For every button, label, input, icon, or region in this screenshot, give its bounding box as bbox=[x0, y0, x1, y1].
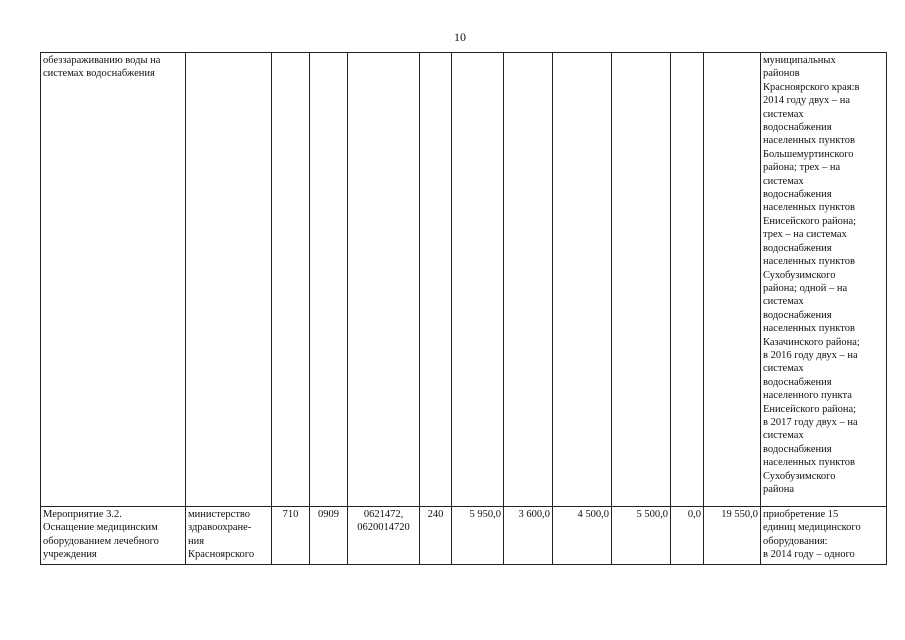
csr-cell: 0621472, 0620014720 bbox=[348, 507, 420, 565]
amount-2017-cell: 5 500,0 bbox=[612, 507, 671, 565]
amount-2015-cell: 3 600,0 bbox=[504, 507, 553, 565]
amount-total-cell bbox=[704, 53, 761, 507]
grbs-cell bbox=[272, 53, 310, 507]
expected-result-cell: муниципальных районов Красноярского края:в 2014 году двух – на системах водоснабжения населенных пунктов Большемуртинского района; трех – на системах водоснабжения населенных пунктов Енисейского района; трех – на системах водоснабжения населенных пунктов Сухобузимского района; одной – на системах водоснабжения населенных пунктов Казачинского района; в 2016 году двух – на системах водоснабжения населенного пункта Енисейского района; в 2017 году двух – на системах водоснабжения населенных пунктов Сухобузимского района bbox=[761, 53, 887, 507]
activity-name-cell: Мероприятие 3.2. Оснащение медицинским оборудованием лечебного учреждения bbox=[41, 507, 186, 565]
executor-cell bbox=[186, 53, 272, 507]
amount-2018-cell bbox=[671, 53, 704, 507]
table-row bbox=[41, 507, 887, 565]
vr-cell bbox=[420, 53, 452, 507]
csr-cell bbox=[348, 53, 420, 507]
amount-2017-cell bbox=[612, 53, 671, 507]
executor-cell: министерство здравоохране- ния Красноярского bbox=[186, 507, 272, 565]
rzpr-cell bbox=[310, 53, 348, 507]
amount-2015-cell bbox=[504, 53, 553, 507]
amount-2014-cell bbox=[452, 53, 504, 507]
expected-result-cell: приобретение 15 единиц медицинского оборудования: в 2014 году – одного bbox=[761, 507, 887, 565]
amount-total-cell: 19 550,0 bbox=[704, 507, 761, 565]
amount-2018-cell: 0,0 bbox=[671, 507, 704, 565]
program-activities-table bbox=[40, 52, 887, 565]
grbs-cell: 710 bbox=[272, 507, 310, 565]
rzpr-cell: 0909 bbox=[310, 507, 348, 565]
vr-cell: 240 bbox=[420, 507, 452, 565]
page-number: 10 bbox=[454, 30, 466, 44]
amount-2014-cell: 5 950,0 bbox=[452, 507, 504, 565]
amount-2016-cell bbox=[553, 53, 612, 507]
activity-name-cell: обеззараживанию воды на системах водоснабжения bbox=[41, 53, 186, 507]
amount-2016-cell: 4 500,0 bbox=[553, 507, 612, 565]
table-row bbox=[41, 53, 887, 507]
